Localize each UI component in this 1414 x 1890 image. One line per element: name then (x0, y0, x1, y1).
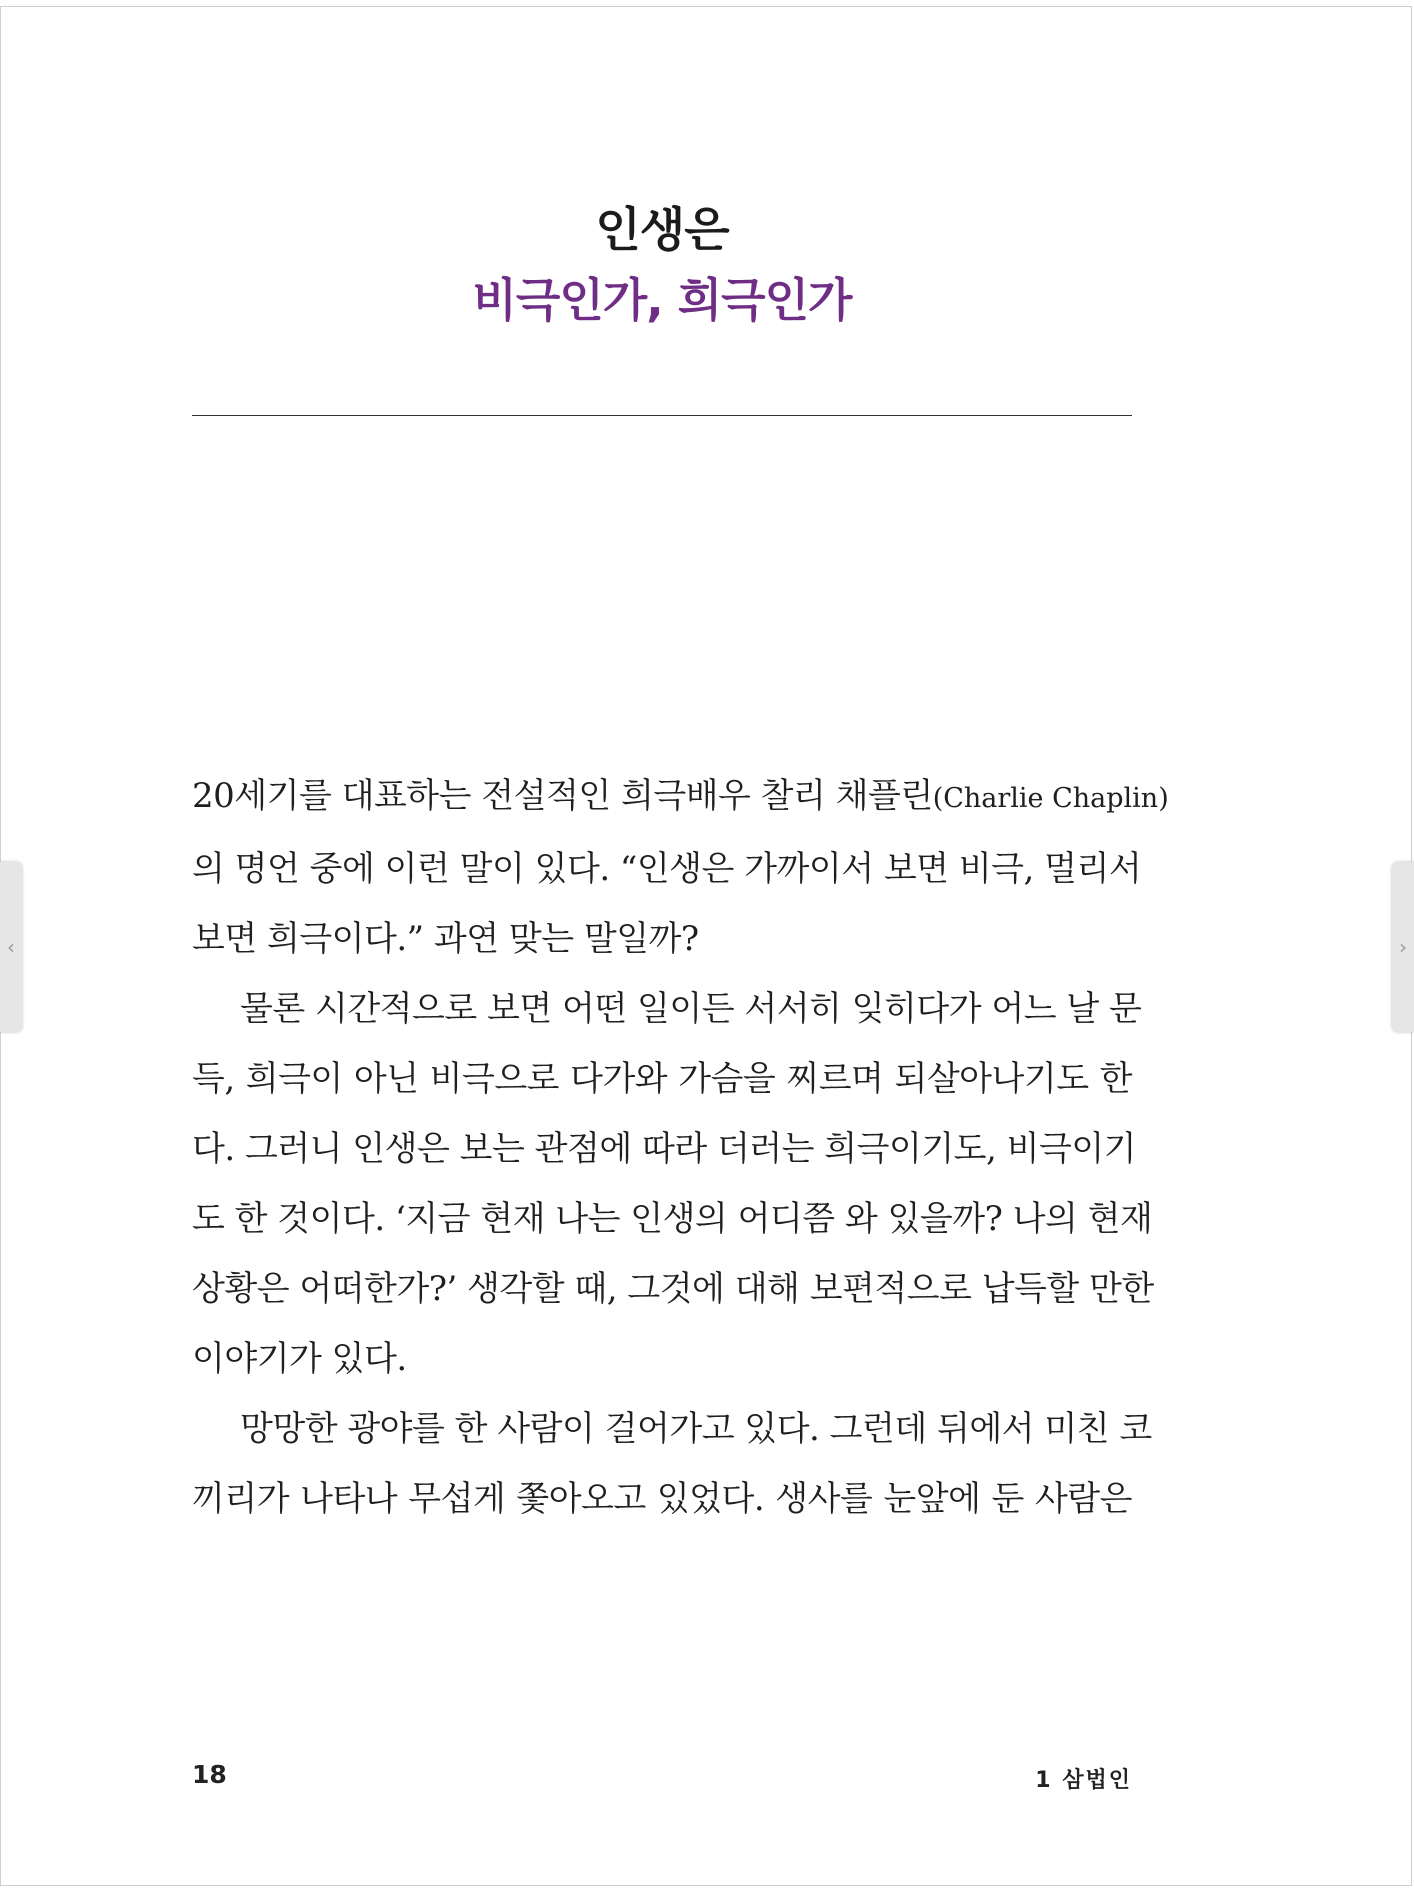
text-line: 득, 희극이 아닌 비극으로 다가와 가슴을 찌르며 되살아나기도 한 (192, 1059, 1132, 1099)
text-segment: 20세기를 대표하는 전설적인 희극배우 찰리 채플린 (192, 776, 933, 816)
running-header-section: 1 삼법인 (1035, 1768, 1132, 1793)
text-line: 다. 그러니 인생은 보는 관점에 따라 더러는 희극이기도, 비극이기 (192, 1129, 1137, 1169)
chapter-title-line2: 비극인가, 희극인가 (472, 273, 852, 327)
text-line (192, 761, 1169, 834)
text-line: 보면 희극이다.” 과연 맞는 말일까? (192, 919, 699, 959)
chapter-title (192, 200, 1132, 338)
prev-page-button[interactable] (0, 862, 22, 1032)
text-line: 상황은 어떠한가?’ 생각할 때, 그것에 대해 보편적으로 납득할 만한 (192, 1269, 1154, 1309)
chapter-title-line1: 인생은 (595, 203, 729, 258)
text-line: 끼리가 나타나 무섭게 쫓아오고 있었다. 생사를 눈앞에 둔 사람은 (192, 1479, 1132, 1519)
paragraph-2 (192, 974, 1154, 1394)
chevron-right-icon: › (1399, 935, 1407, 959)
text-line: 망망한 광야를 한 사람이 걸어가고 있다. 그런데 뒤에서 미친 코 (240, 1409, 1152, 1449)
paragraph-1 (192, 761, 1169, 974)
chevron-left-icon: ‹ (7, 935, 15, 959)
page-number: 18 (192, 1760, 227, 1789)
text-line: 물론 시간적으로 보면 어떤 일이든 서서히 잊히다가 어느 날 문 (240, 989, 1142, 1029)
text-line: 의 명언 중에 이런 말이 있다. “인생은 가까이서 보면 비극, 멀리서 (192, 849, 1142, 889)
paragraph-3 (192, 1394, 1152, 1534)
text-line: 도 한 것이다. ‘지금 현재 나는 인생의 어디쯤 와 있을까? 나의 현재 (192, 1199, 1153, 1239)
next-page-button[interactable] (1392, 862, 1414, 1032)
text-segment-latin: (Charlie Chaplin) (932, 783, 1169, 814)
text-line: 이야기가 있다. (192, 1339, 407, 1379)
body-text (192, 761, 1169, 1534)
book-page (192, 0, 1169, 1890)
title-divider (192, 415, 1132, 416)
